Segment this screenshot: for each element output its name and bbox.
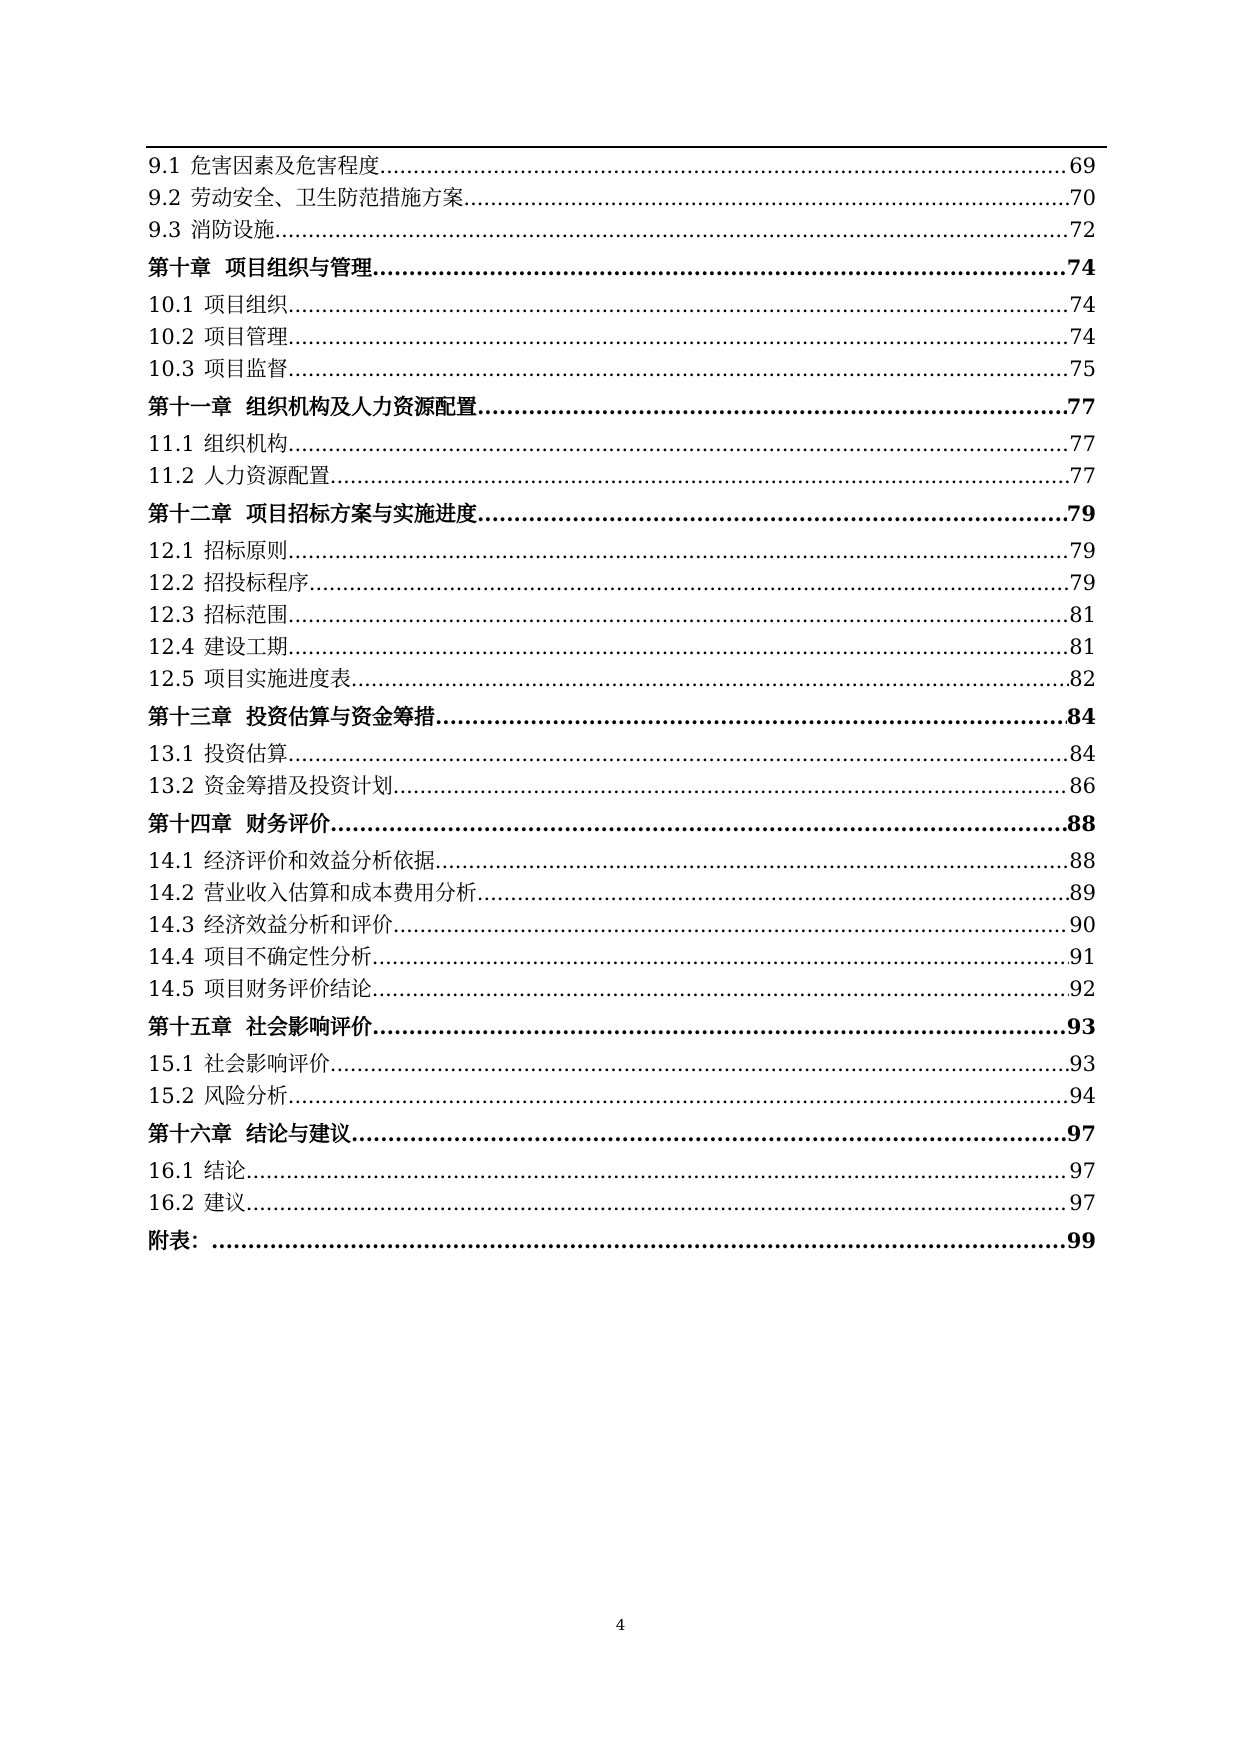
table-of-contents — [148, 150, 1096, 1262]
toc-entry-number: 9.2 — [148, 186, 182, 210]
toc-entry-label — [148, 1048, 330, 1080]
toc-entry-title: 项目财务评价结论 — [203, 977, 372, 1001]
toc-entry-title: 经济评价和效益分析依据 — [203, 849, 435, 873]
toc-entry-label — [148, 877, 477, 909]
toc-entry-number: 11.1 — [148, 432, 195, 456]
toc-entry-label — [148, 182, 463, 214]
header-rule — [146, 146, 1107, 148]
toc-section-entry[interactable] — [148, 770, 1096, 802]
toc-section-entry[interactable] — [148, 973, 1096, 1005]
toc-entry-page: 88 — [1069, 849, 1096, 873]
toc-entry-label — [148, 567, 309, 599]
toc-entry-label — [148, 1080, 288, 1112]
dot-leader — [463, 182, 1069, 214]
dot-leader — [288, 289, 1070, 321]
toc-entry-title: 人力资源配置 — [203, 464, 330, 488]
dot-leader — [435, 701, 1067, 733]
dot-leader — [246, 1155, 1070, 1187]
dot-leader — [372, 941, 1070, 973]
page-number: 4 — [615, 1616, 626, 1634]
toc-entry-title: 消防设施 — [190, 218, 275, 242]
toc-entry-label — [148, 214, 274, 246]
toc-entry-number: 12.2 — [148, 571, 195, 595]
toc-entry-page: 91 — [1069, 945, 1096, 969]
dot-leader — [309, 567, 1070, 599]
toc-entry-title: 招标范围 — [203, 603, 288, 627]
dot-leader — [288, 428, 1070, 460]
toc-entry-label — [148, 808, 330, 840]
toc-entry-label — [148, 535, 288, 567]
toc-entry-page: 93 — [1066, 1014, 1096, 1039]
toc-entry-title: 项目实施进度表 — [203, 667, 351, 691]
toc-entry-number: 第十四章 — [148, 811, 232, 836]
toc-entry-page: 84 — [1066, 704, 1096, 729]
toc-entry-label — [148, 1155, 246, 1187]
toc-entry-number: 12.4 — [148, 635, 195, 659]
toc-entry-number: 13.2 — [148, 774, 195, 798]
toc-entry-page: 70 — [1069, 186, 1096, 210]
toc-entry-title: 项目招标方案与实施进度 — [246, 501, 477, 526]
toc-entry-number: 16.2 — [148, 1191, 195, 1215]
toc-entry-page: 77 — [1069, 464, 1096, 488]
dot-leader — [288, 353, 1070, 385]
toc-section-entry[interactable] — [148, 1080, 1096, 1112]
toc-chapter-entry[interactable] — [148, 391, 1096, 423]
toc-entry-title: 项目不确定性分析 — [203, 945, 372, 969]
toc-section-entry[interactable] — [148, 460, 1096, 492]
toc-chapter-entry[interactable] — [148, 808, 1096, 840]
toc-entry-number: 11.2 — [148, 464, 195, 488]
toc-section-entry[interactable] — [148, 214, 1096, 246]
toc-entry-label — [148, 631, 288, 663]
toc-entry-page: 88 — [1066, 811, 1096, 836]
toc-section-entry[interactable] — [148, 1155, 1096, 1187]
toc-entry-title: 组织机构及人力资源配置 — [246, 394, 477, 419]
toc-entry-page: 79 — [1069, 571, 1096, 595]
toc-section-entry[interactable] — [148, 738, 1096, 770]
toc-entry-page: 77 — [1069, 432, 1096, 456]
toc-entry-title: 招投标程序 — [203, 571, 309, 595]
toc-chapter-entry[interactable] — [148, 701, 1096, 733]
toc-entry-page: 72 — [1069, 218, 1096, 242]
dot-leader — [351, 663, 1070, 695]
dot-leader — [379, 150, 1069, 182]
toc-entry-page: 74 — [1069, 293, 1096, 317]
toc-entry-page: 90 — [1069, 913, 1096, 937]
toc-entry-number: 第十六章 — [148, 1121, 232, 1146]
toc-section-entry[interactable] — [148, 567, 1096, 599]
toc-entry-label — [148, 973, 372, 1005]
dot-leader — [288, 535, 1070, 567]
toc-entry-label — [148, 1187, 246, 1219]
toc-entry-label — [148, 599, 288, 631]
toc-entry-title: 项目组织与管理 — [225, 255, 372, 280]
dot-leader — [288, 738, 1070, 770]
toc-entry-page: 75 — [1069, 357, 1096, 381]
toc-entry-title: 组织机构 — [203, 432, 288, 456]
toc-entry-title: 财务评价 — [246, 811, 330, 836]
dot-leader — [288, 631, 1070, 663]
toc-entry-number: 第十章 — [148, 255, 211, 280]
toc-entry-label — [148, 498, 477, 530]
toc-entry-title: 劳动安全、卫生防范措施方案 — [190, 186, 464, 210]
toc-entry-label — [148, 1011, 372, 1043]
toc-entry-label — [148, 663, 351, 695]
toc-entry-title: 项目管理 — [203, 325, 288, 349]
dot-leader — [393, 770, 1070, 802]
toc-entry-label — [148, 1118, 351, 1150]
toc-entry-title: 资金筹措及投资计划 — [203, 774, 393, 798]
toc-entry-page: 77 — [1066, 394, 1096, 419]
toc-entry-page: 74 — [1069, 325, 1096, 349]
toc-chapter-entry[interactable] — [148, 498, 1096, 530]
toc-section-entry[interactable] — [148, 353, 1096, 385]
toc-entry-title: 建议 — [203, 1191, 246, 1215]
toc-section-entry[interactable] — [148, 599, 1096, 631]
toc-entry-number: 14.3 — [148, 913, 195, 937]
dot-leader — [477, 498, 1067, 530]
toc-entry-number: 14.1 — [148, 849, 195, 873]
dot-leader — [211, 1225, 1067, 1257]
toc-section-entry[interactable] — [148, 663, 1096, 695]
toc-entry-title: 结论 — [203, 1159, 246, 1183]
toc-entry-title: 项目监督 — [203, 357, 288, 381]
dot-leader — [372, 1011, 1067, 1043]
toc-entry-number: 14.2 — [148, 881, 195, 905]
toc-entry-page: 82 — [1069, 667, 1096, 691]
toc-section-entry[interactable] — [148, 941, 1096, 973]
dot-leader — [372, 252, 1067, 284]
toc-entry-number: 第十三章 — [148, 704, 232, 729]
toc-entry-page: 84 — [1069, 742, 1096, 766]
toc-entry-number: 12.3 — [148, 603, 195, 627]
toc-entry-title: 社会影响评价 — [203, 1052, 330, 1076]
toc-entry-label — [148, 150, 379, 182]
toc-entry-page: 81 — [1069, 603, 1096, 627]
toc-section-entry[interactable] — [148, 909, 1096, 941]
toc-entry-title: 结论与建议 — [246, 1121, 351, 1146]
toc-entry-page: 99 — [1066, 1228, 1096, 1253]
dot-leader — [351, 1118, 1067, 1150]
toc-entry-title: 招标原则 — [203, 539, 288, 563]
toc-entry-number: 15.1 — [148, 1052, 195, 1076]
toc-section-entry[interactable] — [148, 631, 1096, 663]
toc-entry-label — [148, 460, 330, 492]
toc-entry-number: 第十五章 — [148, 1014, 232, 1039]
toc-entry-number: 第十二章 — [148, 501, 232, 526]
toc-entry-number: 13.1 — [148, 742, 195, 766]
toc-section-entry[interactable] — [148, 428, 1096, 460]
toc-entry-title: 项目组织 — [203, 293, 288, 317]
toc-entry-label — [148, 738, 288, 770]
toc-entry-number: 附表： — [148, 1228, 211, 1253]
toc-entry-label — [148, 701, 435, 733]
dot-leader — [246, 1187, 1070, 1219]
toc-entry-label — [148, 353, 288, 385]
toc-entry-number: 10.3 — [148, 357, 195, 381]
toc-entry-title: 社会影响评价 — [246, 1014, 372, 1039]
toc-entry-number: 12.5 — [148, 667, 195, 691]
toc-section-entry[interactable] — [148, 321, 1096, 353]
dot-leader — [288, 1080, 1070, 1112]
toc-section-entry[interactable] — [148, 1187, 1096, 1219]
toc-entry-page: 97 — [1066, 1121, 1096, 1146]
dot-leader — [274, 214, 1069, 246]
toc-entry-page: 86 — [1069, 774, 1096, 798]
toc-entry-page: 89 — [1069, 881, 1096, 905]
toc-entry-number: 12.1 — [148, 539, 195, 563]
toc-entry-title: 建设工期 — [203, 635, 288, 659]
toc-entry-page: 79 — [1066, 501, 1096, 526]
dot-leader — [477, 877, 1070, 909]
toc-section-entry[interactable] — [148, 877, 1096, 909]
toc-entry-title: 经济效益分析和评价 — [203, 913, 393, 937]
toc-entry-label — [148, 252, 372, 284]
toc-entry-label — [148, 289, 288, 321]
toc-entry-page: 97 — [1069, 1159, 1096, 1183]
dot-leader — [372, 973, 1070, 1005]
toc-entry-number: 14.4 — [148, 945, 195, 969]
dot-leader — [288, 599, 1070, 631]
dot-leader — [477, 391, 1067, 423]
toc-entry-label — [148, 321, 288, 353]
dot-leader — [393, 909, 1070, 941]
toc-entry-number: 10.1 — [148, 293, 195, 317]
toc-entry-number: 16.1 — [148, 1159, 195, 1183]
toc-entry-page: 69 — [1069, 154, 1096, 178]
toc-section-entry[interactable] — [148, 845, 1096, 877]
toc-entry-label — [148, 941, 372, 973]
toc-section-entry[interactable] — [148, 1048, 1096, 1080]
dot-leader — [288, 321, 1070, 353]
toc-entry-number: 9.3 — [148, 218, 182, 242]
toc-entry-label — [148, 770, 393, 802]
toc-entry-title: 投资估算与资金筹措 — [246, 704, 435, 729]
toc-entry-label — [148, 1225, 211, 1257]
dot-leader — [330, 1048, 1070, 1080]
toc-entry-number: 15.2 — [148, 1084, 195, 1108]
toc-entry-number: 10.2 — [148, 325, 195, 349]
toc-section-entry[interactable] — [148, 150, 1096, 182]
toc-entry-title: 风险分析 — [203, 1084, 288, 1108]
toc-entry-title: 营业收入估算和成本费用分析 — [203, 881, 477, 905]
toc-chapter-entry[interactable] — [148, 252, 1096, 284]
toc-entry-number: 9.1 — [148, 154, 182, 178]
toc-chapter-entry[interactable] — [148, 1118, 1096, 1150]
toc-section-entry[interactable] — [148, 535, 1096, 567]
toc-entry-page: 94 — [1069, 1084, 1096, 1108]
toc-entry-label — [148, 845, 435, 877]
toc-section-entry[interactable] — [148, 289, 1096, 321]
toc-entry-number: 14.5 — [148, 977, 195, 1001]
toc-section-entry[interactable] — [148, 182, 1096, 214]
toc-entry-title: 投资估算 — [203, 742, 288, 766]
dot-leader — [330, 460, 1070, 492]
toc-entry-page: 97 — [1069, 1191, 1096, 1215]
toc-entry-label — [148, 428, 288, 460]
toc-entry-page: 81 — [1069, 635, 1096, 659]
toc-entry-page: 79 — [1069, 539, 1096, 563]
toc-entry-label — [148, 391, 477, 423]
toc-chapter-entry[interactable] — [148, 1225, 1096, 1257]
dot-leader — [435, 845, 1070, 877]
toc-entry-page: 93 — [1069, 1052, 1096, 1076]
toc-entry-page: 92 — [1069, 977, 1096, 1001]
dot-leader — [330, 808, 1067, 840]
toc-entry-page: 74 — [1066, 255, 1096, 280]
toc-entry-title: 危害因素及危害程度 — [190, 154, 380, 178]
toc-entry-number: 第十一章 — [148, 394, 232, 419]
toc-entry-label — [148, 909, 393, 941]
toc-chapter-entry[interactable] — [148, 1011, 1096, 1043]
